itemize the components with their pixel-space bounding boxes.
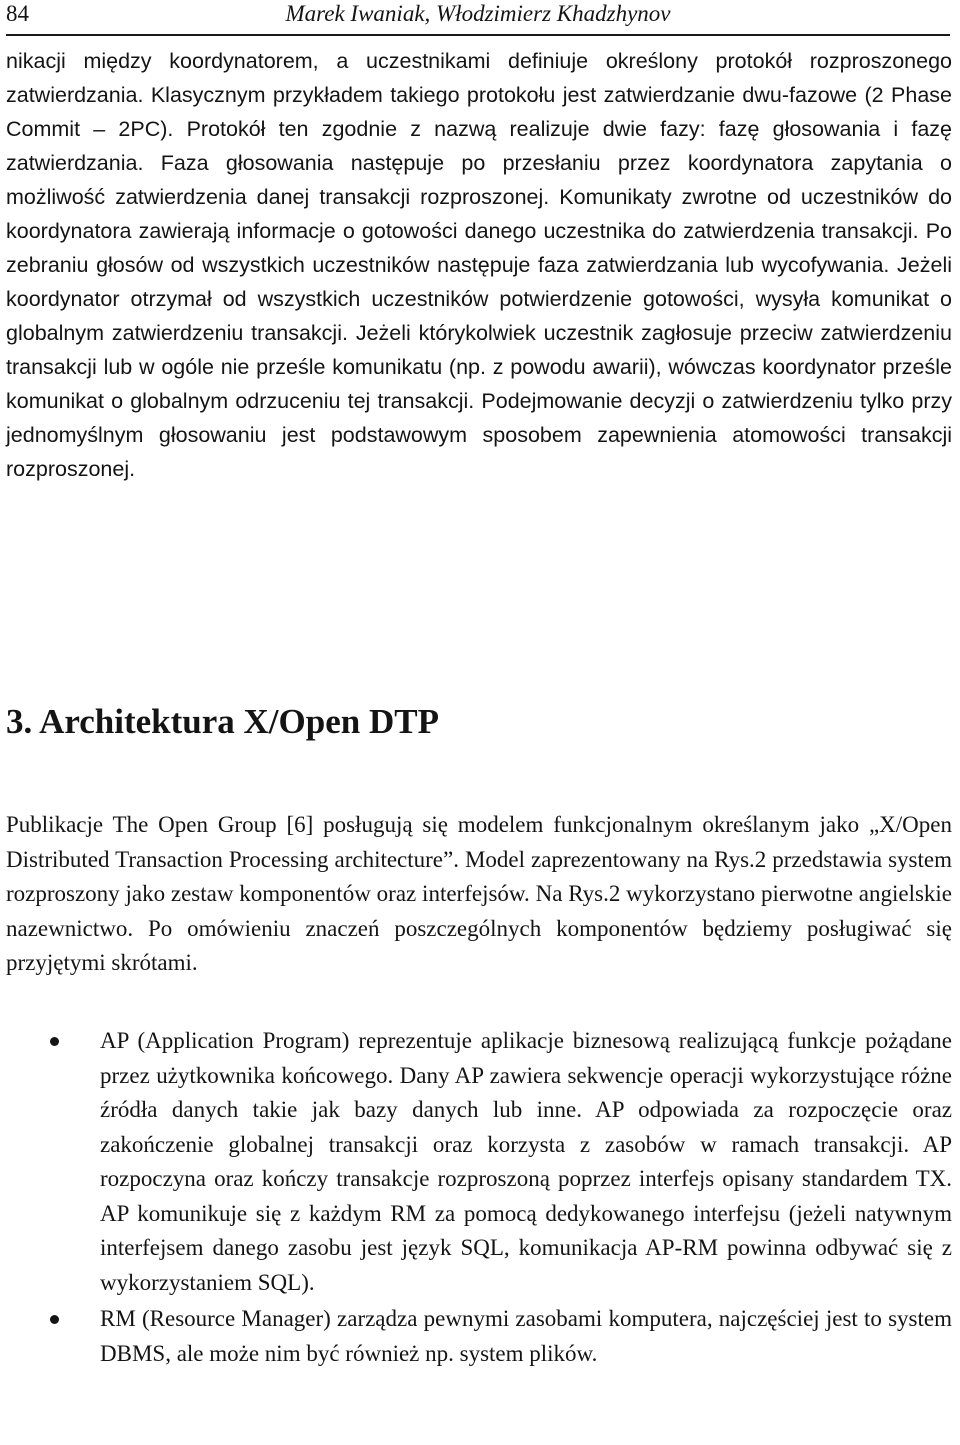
running-head-authors: Marek Iwaniak, Włodzimierz Khadzhynov — [285, 1, 671, 26]
sentence: Jeżeli koordynator otrzymał od wszystkich uczestników potwierdzenie gotowości, wysyła komunikat o globalnym zatwierdzeniu transakcji. — [6, 253, 952, 345]
sentence: Protokół ten zgodnie z nazwą realizuje dwie fazy: fazę głosowania i fazę zatwierdzania. — [6, 117, 952, 175]
page-header — [6, 0, 950, 36]
paragraph-2pc-protocol — [6, 44, 952, 486]
sentence: Po omówieniu znaczeń poszczególnych komponentów będziemy posługiwać się przyjętymi skrótami. — [6, 915, 952, 975]
sentence: AP rozpoczyna oraz kończy transakcje rozproszoną poprzez interfejs opisany standardem TX. — [100, 1131, 952, 1191]
page-number: 84 — [6, 1, 29, 26]
section-heading: 3. Architektura X/Open DTP — [6, 702, 439, 741]
sentence: nikacji między koordynatorem, a uczestnikami definiuje określony protokół rozproszonego zatwierdzania. — [6, 49, 952, 107]
sentence: AP komunikuje się z każdym RM za pomocą dedykowanego interfejsu (jeżeli natywnym interfejsem danego zasobu jest język SQL, komunikacja AP-RM powinna odbywać się z wykorzystaniem SQL). — [100, 1200, 952, 1295]
sentence: Model zaprezentowany na Rys.2 przedstawia system rozproszony jako zestaw komponentów oraz interfejsów. — [6, 846, 952, 906]
bullet-dot-icon — [50, 1315, 59, 1324]
paragraph-xopen-intro — [6, 808, 952, 981]
sentence: Po zebraniu głosów od wszystkich uczestników następuje faza zatwierdzania lub wycofywania. — [6, 219, 952, 277]
sentence: Dany AP zawiera sekwencje operacji wykorzystujące różne źródła danych takie jak bazy danych lub inne. — [100, 1062, 953, 1122]
component-list — [0, 1024, 952, 1371]
sentence: Faza głosowania następuje po przesłaniu przez koordynatora zapytania o możliwość zatwierdzenia danej transakcji rozproszonej. — [6, 151, 952, 209]
sentence: AP (Application Program) reprezentuje aplikacje biznesową realizującą funkcje pożądane przez użytkownika końcowego. — [100, 1028, 952, 1088]
sentence: RM (Resource Manager) zarządza pewnymi zasobami komputera, najczęściej jest to system DBMS, ale może nim być również np. system plików. — [100, 1306, 952, 1366]
sentence: Podejmowanie decyzji o zatwierdzeniu tylko przy jednomyślnym głosowaniu jest podstawowym sposobem zapewnienia atomowości transakcji rozproszonej. — [6, 389, 953, 481]
bullet-dot-icon — [50, 1037, 59, 1046]
sentence: Publikacje The Open Group [6] posługują się modelem funkcjonalnym określanym jako „X/Open Distributed Transaction Processing architecture”. — [6, 812, 952, 872]
sentence: Komunikaty zwrotne od uczestników do koordynatora zawierają informacje o gotowości danego uczestnika do zatwierdzenia transakcji. — [6, 185, 952, 243]
sentence: Na Rys.2 wykorzystano pierwotne angielskie nazewnictwo. — [6, 881, 953, 941]
list-item-rm — [0, 1302, 952, 1371]
sentence: AP odpowiada za rozpoczęcie oraz zakończenie globalnej transakcji oraz korzysta z zasobów w ramach transakcji. — [100, 1097, 952, 1157]
list-item-ap — [0, 1024, 952, 1300]
sentence: Jeżeli którykolwiek uczestnik zagłosuje przeciw zatwierdzeniu transakcji lub w ogóle nie prześle komunikatu (np. z powodu awarii), wówczas koordynator prześle komunikat o globalnym odrzuceniu tej transakcji. — [6, 321, 953, 413]
sentence: Klasycznym przykładem takiego protokołu jest zatwierdzanie dwu-fazowe (2 Phase Commit – 2PC). — [6, 83, 952, 141]
